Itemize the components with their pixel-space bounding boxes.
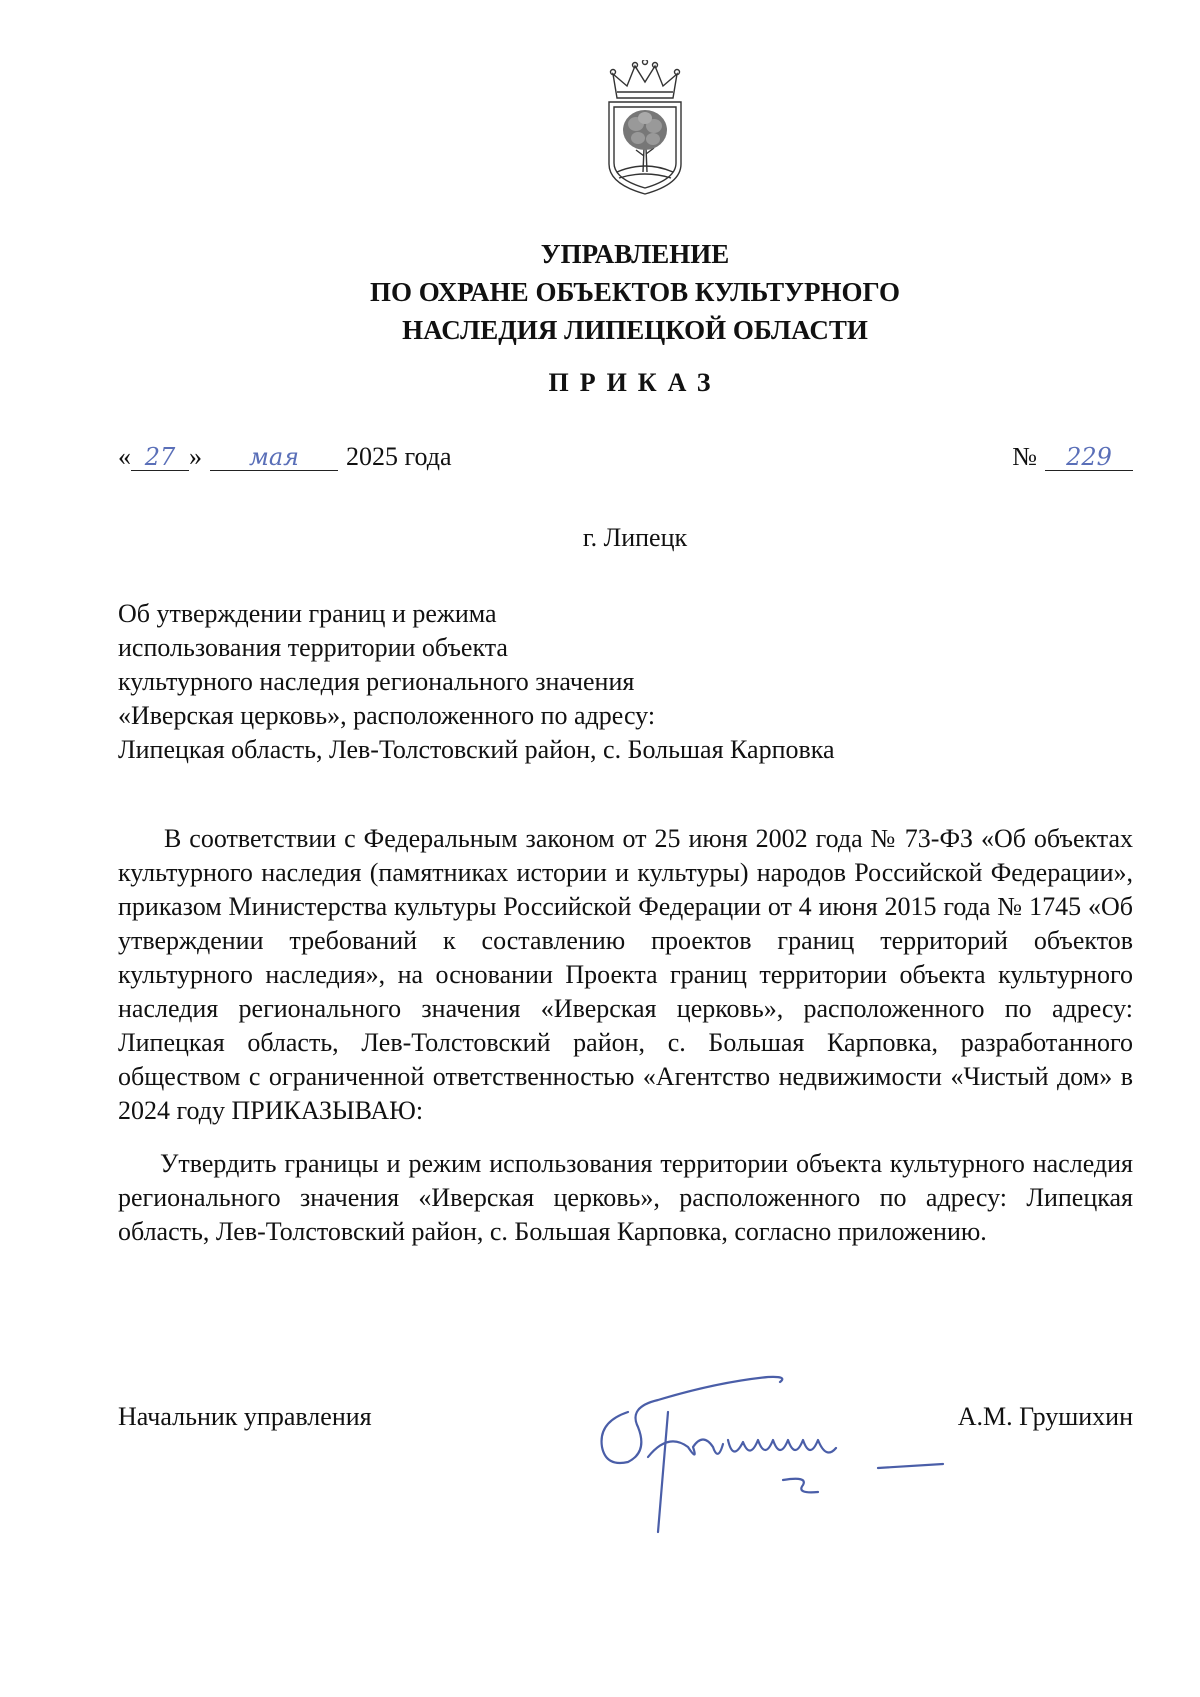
signature-block — [118, 1402, 1133, 1602]
quote-open: « — [118, 442, 131, 471]
date-number-line — [118, 442, 1133, 482]
subject-line: Липецкая область, Лев-Толстовский район, с. Большая Карповка — [118, 735, 835, 764]
handwritten-day: 27 — [131, 444, 189, 471]
order-subject — [118, 597, 835, 767]
order-date — [118, 442, 452, 472]
org-line: НАСЛЕДИЯ ЛИПЕЦКОЙ ОБЛАСТИ — [402, 315, 868, 345]
handwritten-month: мая — [210, 444, 338, 471]
coat-of-arms-icon — [605, 60, 685, 200]
handwritten-signature-icon — [518, 1352, 958, 1552]
body-paragraph-preamble: В соответствии с Федеральным законом от 25 июня 2002 года № 73-ФЗ «Об объектах культурного наследия (памятниках истории и культуры) народов Российской Федерации», приказом Министерства культуры Российской Федерации от 4 июня 2015 года № 1745 «Об утверждении требований к составлению проектов границ территорий объектов культурного наследия», на основании Проекта границ территории объекта культурного наследия регионального значения «Иверская церковь», расположенного по адресу: Липецкая область, Лев-Толстовский район, с. Большая Карповка, разработанного обществом с ограниченной ответственностью «Агентство недвижимости «Чистый дом» в 2024 году ПРИКАЗЫВАЮ: — [118, 824, 1133, 1125]
subject-line: использования территории объекта — [118, 633, 508, 662]
signer-position: Начальник управления — [118, 1402, 372, 1431]
subject-line: Об утверждении границ и режима — [118, 599, 497, 628]
order-number — [1012, 442, 1133, 472]
subject-line: «Иверская церковь», расположенного по адресу: — [118, 701, 656, 730]
org-line: ПО ОХРАНЕ ОБЪЕКТОВ КУЛЬТУРНОГО — [370, 277, 900, 307]
year-text: 2025 года — [346, 442, 452, 471]
body-paragraph-order: Утвердить границы и режим использования территории объекта культурного наследия регионального значения «Иверская церковь», расположенного по адресу: Липецкая область, Лев-Толстовский район, с. Большая Карповка, согласно приложению. — [118, 1149, 1133, 1246]
signer-name: А.М. Грушихин — [957, 1402, 1133, 1431]
org-line: УПРАВЛЕНИЕ — [540, 239, 730, 269]
number-label: № — [1012, 442, 1037, 471]
organization-name — [0, 235, 1200, 349]
quote-close: » — [189, 442, 202, 471]
city: г. Липецк — [582, 523, 688, 552]
handwritten-number: 229 — [1045, 444, 1133, 471]
document-type: ПРИКАЗ — [548, 368, 722, 397]
subject-line: культурного наследия регионального значения — [118, 667, 635, 696]
